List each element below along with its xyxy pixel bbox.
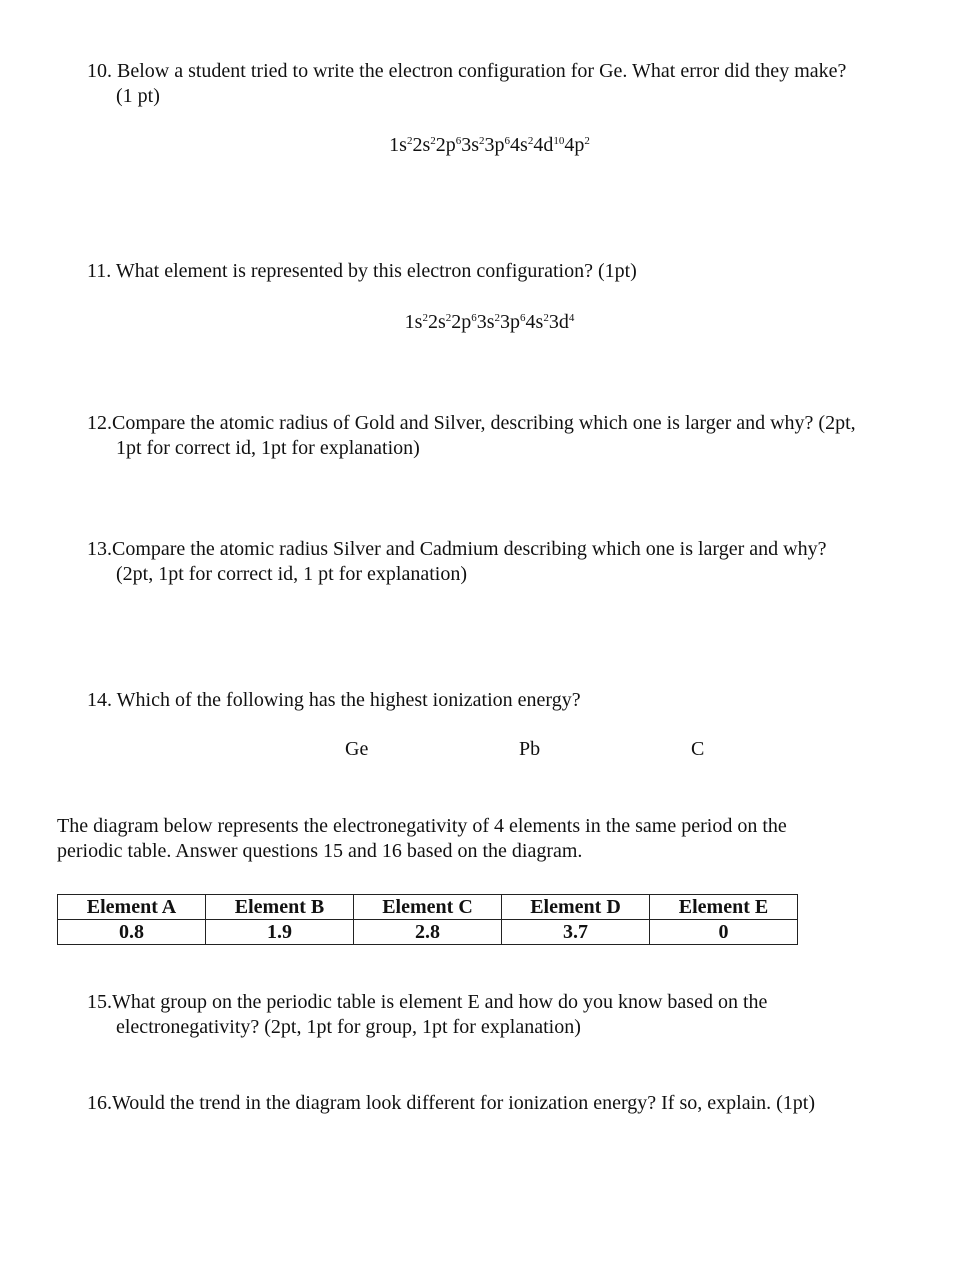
question-text-line-2: 1pt for correct id, 1pt for explanation) [116, 437, 420, 459]
table-row [58, 920, 798, 945]
orbital-label: 3p [484, 134, 505, 156]
electron-count: 2 [406, 135, 413, 147]
question-10-text [87, 59, 947, 84]
electron-configuration-11 [0, 310, 979, 335]
table-cell: 1.9 [206, 920, 354, 945]
question-text-line-1: Compare the atomic radius Silver and Cadmium describing which one is larger and why? [112, 538, 827, 560]
orbital-label: 4s [525, 311, 544, 333]
question-text: What element is represented by this electron configuration? (1pt) [115, 260, 637, 282]
question-10 [87, 59, 947, 109]
electronegativity-table [57, 894, 798, 945]
question-text: Below a student tried to write the electron configuration for Ge. What error did they make? [117, 60, 847, 82]
intro-line-1: The diagram below represents the electronegativity of 4 elements in the same period on the [57, 815, 787, 837]
electron-count: 2 [543, 312, 549, 324]
electron-count: 6 [471, 312, 477, 324]
question-text-line-1: Compare the atomic radius of Gold and Silver, describing which one is larger and why? (2pt, [112, 412, 856, 434]
electron-configuration-10 [0, 133, 979, 158]
electron-count: 2 [430, 135, 436, 147]
electron-count: 2 [494, 312, 501, 324]
table-cell: 2.8 [354, 920, 502, 945]
orbital-label: 2p [435, 134, 456, 156]
orbital-label: 1s [404, 311, 423, 333]
orbital-label: 3d [548, 311, 569, 333]
question-14 [87, 688, 947, 713]
question-number: 10. [87, 60, 112, 82]
question-text: Which of the following has the highest ionization energy? [116, 689, 581, 711]
question-points: (1 pt) [116, 85, 160, 107]
electron-count: 6 [520, 312, 526, 324]
question-number: 11. [87, 260, 112, 282]
table-header-row [58, 895, 798, 920]
electron-count: 6 [455, 135, 462, 147]
question-text-line-1: What group on the periodic table is element E and how do you know based on the [112, 991, 768, 1013]
question-11 [87, 259, 947, 284]
electron-count: 10 [553, 135, 565, 147]
question-number: 13. [87, 538, 112, 560]
question-text-line-2: (2pt, 1pt for correct id, 1 pt for explanation) [116, 563, 467, 585]
table-cell: 0 [650, 920, 798, 945]
orbital-label: 4d [533, 134, 554, 156]
table-cell: 3.7 [502, 920, 650, 945]
orbital-label: 3s [461, 134, 480, 156]
question-12 [87, 411, 947, 461]
choice-c: C [691, 738, 705, 760]
question-text: Would the trend in the diagram look different for ionization energy? If so, explain. (1pt) [112, 1092, 815, 1114]
electron-count: 2 [584, 135, 590, 147]
orbital-label: 3p [500, 311, 521, 333]
orbital-label: 2p [451, 311, 472, 333]
choice-ge: Ge [345, 738, 369, 760]
orbital-label: 2s [412, 134, 431, 156]
diagram-intro [57, 814, 957, 864]
question-number: 15. [87, 991, 112, 1013]
question-16 [87, 1091, 947, 1116]
table-header-cell: Element C [354, 895, 502, 920]
table-header-cell: Element D [502, 895, 650, 920]
orbital-label: 4p [564, 134, 585, 156]
table-header-cell: Element E [650, 895, 798, 920]
table-cell: 0.8 [58, 920, 206, 945]
question-text-line-2: electronegativity? (2pt, 1pt for group, 1pt for explanation) [116, 1016, 581, 1038]
question-13 [87, 537, 947, 587]
question-number: 14. [87, 689, 112, 711]
electron-count: 4 [568, 312, 575, 324]
orbital-label: 2s [427, 311, 446, 333]
question-number: 16. [87, 1092, 112, 1114]
electron-count: 2 [445, 312, 452, 324]
orbital-label: 4s [510, 134, 528, 156]
orbital-label: 3s [476, 311, 495, 333]
electron-count: 6 [504, 135, 511, 147]
choice-pb: Pb [519, 738, 541, 760]
table-header-cell: Element B [206, 895, 354, 920]
question-number: 12. [87, 412, 112, 434]
table-header-cell: Element A [58, 895, 206, 920]
electron-count: 2 [479, 135, 485, 147]
electron-count: 2 [422, 312, 428, 324]
electron-count: 2 [527, 135, 534, 147]
orbital-label: 1s [389, 134, 407, 156]
intro-line-2: periodic table. Answer questions 15 and 16 based on the diagram. [57, 840, 583, 862]
question-15 [87, 990, 947, 1040]
